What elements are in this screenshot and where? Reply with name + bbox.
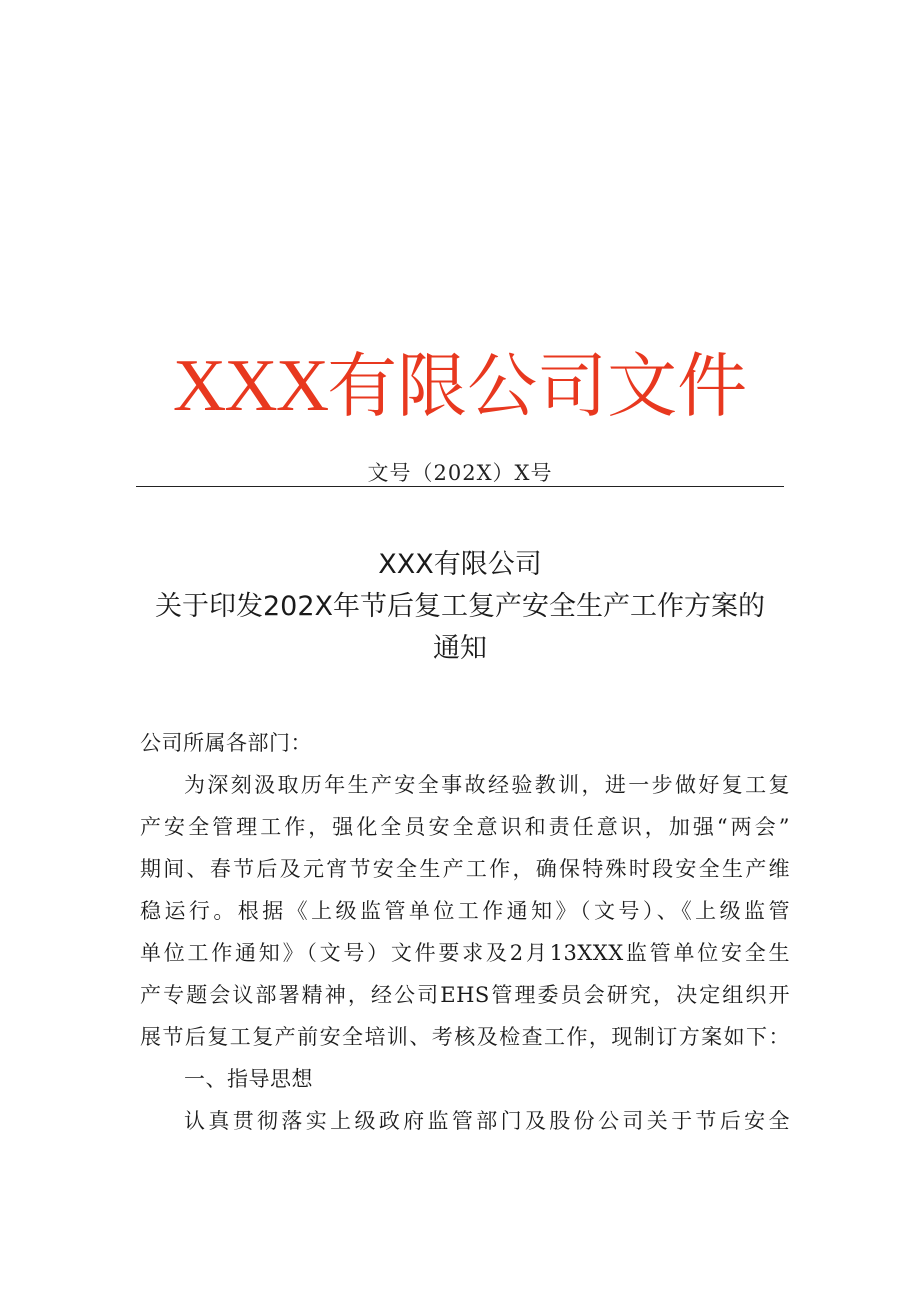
salutation: 公司所属各部门：	[140, 731, 312, 755]
title-line-1: XXX有限公司	[378, 549, 542, 580]
title-line-3: 通知	[433, 633, 487, 664]
document-body	[140, 722, 790, 1142]
document-number: 文号（202X）X号	[367, 461, 553, 485]
masthead	[0, 338, 920, 434]
paragraph-line-2: 产安全管理工作，强化全员安全意识和责任意识，加强“两会”	[140, 815, 790, 839]
paragraph-line-5: 单位工作通知》（文号）文件要求及2月13XXX监管单位安全生	[140, 941, 790, 965]
section-heading: 一、指导思想	[184, 1067, 313, 1091]
masthead-cjk: 有限公司文件	[327, 345, 748, 427]
paragraph-line-3: 期间、春节后及元宵节安全生产工作，确保特殊时段安全生产维	[140, 857, 790, 881]
paragraph-line-6: 产专题会议部署精神，经公司EHS管理委员会研究，决定组织开	[140, 983, 790, 1007]
header-divider	[136, 486, 784, 487]
paragraph-line-4: 稳运行。根据《上级监管单位工作通知》（文号）、《上级监管	[140, 899, 790, 923]
paragraph-line-1: 为深刻汲取历年生产安全事故经验教训，进一步做好复工复	[184, 773, 790, 797]
section-first-line: 认真贯彻落实上级政府监管部门及股份公司关于节后安全	[184, 1109, 790, 1133]
title-line-2: 关于印发202X年节后复工复产安全生产工作方案的	[154, 591, 766, 622]
paragraph-line-7: 展节后复工复产前安全培训、考核及检查工作，现制订方案如下：	[140, 1025, 790, 1049]
document-title	[100, 544, 820, 670]
masthead-latin: XXX	[172, 345, 328, 427]
